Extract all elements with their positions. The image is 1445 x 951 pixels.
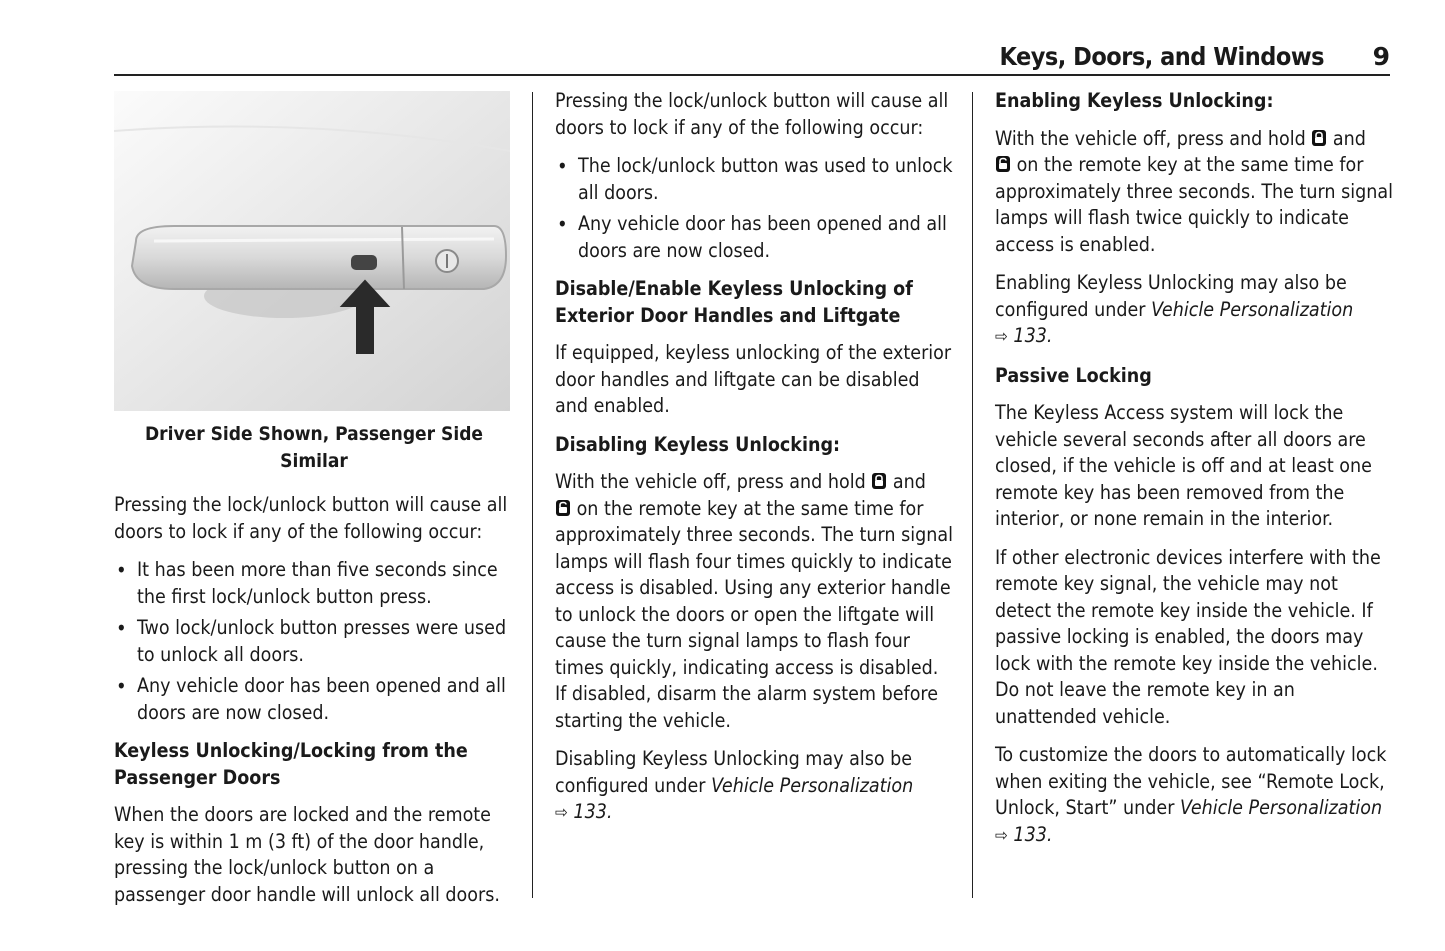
list-item: • Any vehicle door has been opened and all doors are now closed.: [114, 673, 514, 726]
cross-reference[interactable]: Vehicle Personalization: [711, 773, 914, 797]
lock-icon: [1311, 129, 1327, 147]
section-heading: Disable/Enable Keyless Unlocking of Exterior Door Handles and Liftgate: [555, 277, 913, 327]
cross-reference[interactable]: Vehicle Personalization: [1151, 297, 1354, 321]
bullet-list: [555, 153, 955, 264]
paragraph: If other electronic devices interfere with the remote key signal, the vehicle may not detect the remote key inside the vehicle. If passive locking is enabled, the doors may lock with the remote key inside the vehicle. Do not leave the remote key in an unattended vehicle.: [995, 545, 1381, 728]
door-handle-drawing: [114, 91, 510, 411]
list-item: • The lock/unlock button was used to unlock all doors.: [555, 153, 955, 206]
column-2: [555, 88, 955, 839]
text: Disabling Keyless Unlocking may also be configured under: [555, 747, 913, 797]
text: on the remote key at the same time for approximately three seconds. The turn signal lamps will flash four times quickly to indicate access is disabled. Using any exterior handle to unlock the doors or open the liftgate will cause the turn signal lamps to flash four times quickly, indicating access is disabled. If disabled, disarm the alarm system before starting the vehicle.: [555, 496, 953, 732]
page-reference[interactable]: 133.: [573, 800, 613, 823]
paragraph: If equipped, keyless unlocking of the exterior door handles and liftgate can be disabled and enabled.: [555, 341, 952, 417]
paragraph: Pressing the lock/unlock button will cause all doors to lock if any of the following occur:: [114, 493, 508, 543]
lock-icon: [871, 472, 887, 490]
page-reference-icon: ⇨: [995, 327, 1008, 347]
paragraph: [555, 469, 955, 734]
page-number: 9: [1372, 42, 1390, 71]
paragraph: [995, 742, 1395, 849]
paragraph: Pressing the lock/unlock button will cause all doors to lock if any of the following occur:: [555, 89, 949, 139]
text: With the vehicle off, press and hold: [555, 470, 866, 493]
page-header: [114, 40, 1390, 76]
door-handle-illustration: [114, 91, 510, 411]
lock-unlock-button: [351, 255, 377, 270]
text: on the remote key at the same time for approximately three seconds. The turn signal lamps will flash twice quickly to indicate access is enabled.: [995, 153, 1393, 256]
column-3: [995, 88, 1395, 861]
column-divider: [972, 92, 973, 898]
section-heading: Disabling Keyless Unlocking:: [555, 432, 841, 456]
unlock-icon: [555, 499, 571, 517]
paragraph: The Keyless Access system will lock the vehicle several seconds after all doors are closed, if the vehicle is off and at least one remote key has been removed from the interior, or none remain in the interior.: [995, 401, 1372, 530]
page-reference[interactable]: 133.: [1013, 822, 1053, 846]
section-heading: Keyless Unlocking/Locking from the Passenger Doors: [114, 739, 468, 789]
page-reference-icon: ⇨: [995, 825, 1008, 846]
section-heading: Enabling Keyless Unlocking:: [995, 89, 1274, 112]
list-item: • It has been more than five seconds since the first lock/unlock button press.: [114, 557, 514, 610]
text: With the vehicle off, press and hold: [995, 126, 1306, 150]
paragraph: [995, 270, 1395, 351]
list-item: • Any vehicle door has been opened and all doors are now closed.: [555, 211, 955, 264]
paragraph: [555, 746, 955, 827]
unlock-icon: [995, 155, 1011, 173]
list-item: • Two lock/unlock button presses were used to unlock all doors.: [114, 615, 514, 668]
text: Enabling Keyless Unlocking may also be configured under: [995, 271, 1347, 321]
page-reference-icon: ⇨: [555, 803, 568, 823]
text: and: [1332, 126, 1366, 150]
text: To customize the doors to automatically lock when exiting the vehicle, see “Remote Lock, Unlock, Start” under: [995, 743, 1387, 819]
paragraph: [995, 126, 1395, 259]
paragraph: When the doors are locked and the remote key is within 1 m (3 ft) of the door handle, pressing the lock/unlock button on a passenger door handle will unlock all doors.: [114, 803, 500, 906]
text: and: [892, 470, 926, 493]
page-reference[interactable]: 133.: [1013, 324, 1053, 347]
column-divider: [532, 92, 533, 898]
section-title: Keys, Doors, and Windows: [999, 42, 1324, 71]
section-heading: Passive Locking: [995, 363, 1152, 387]
bullet-list: [114, 557, 514, 726]
figure-caption: Driver Side Shown, Passenger Side Similar: [144, 423, 484, 472]
column-1: [114, 88, 514, 920]
cross-reference[interactable]: Vehicle Personalization: [1179, 796, 1383, 819]
